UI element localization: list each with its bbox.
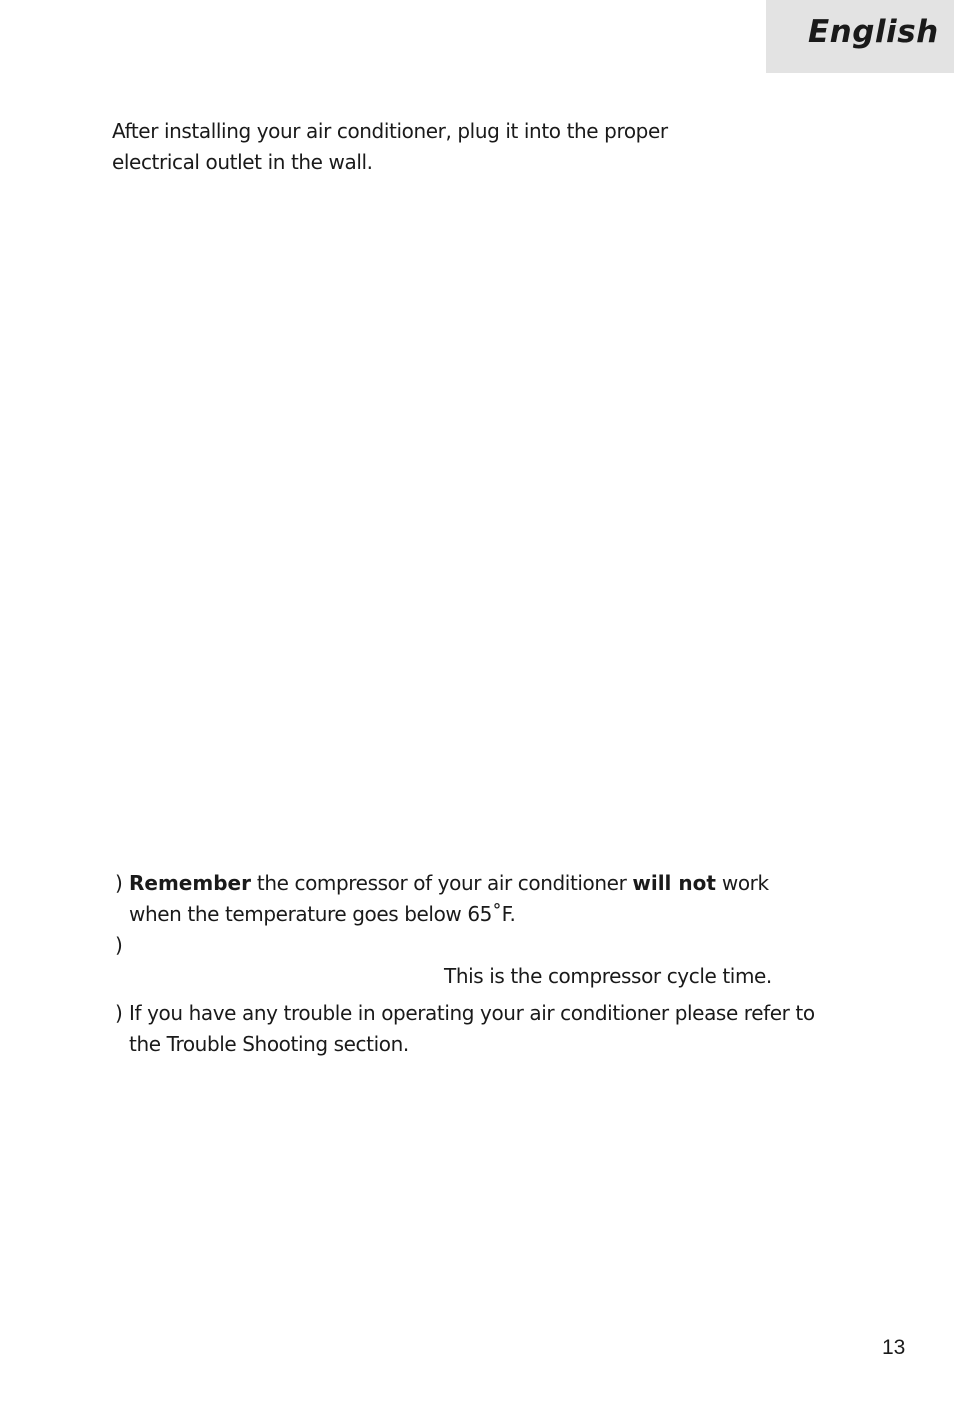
- note-cycle-time-text: This is the compressor cycle time.: [444, 964, 772, 988]
- note-trouble-line-1: If you have any trouble in operating your air conditioner please refer to: [129, 1001, 815, 1025]
- note-bullet: ): [115, 1001, 123, 1025]
- note-cycle-time: [115, 930, 835, 992]
- note-remember-bold-1: Remember: [129, 871, 251, 895]
- language-tab: [766, 0, 954, 73]
- note-remember: [115, 868, 835, 930]
- note-bullet: ): [115, 871, 123, 895]
- intro-line-1: After installing your air conditioner, plug it into the proper: [112, 119, 668, 143]
- note-remember-line-1: [129, 868, 835, 899]
- note-bullet: ): [115, 933, 123, 957]
- note-remember-text-1: the compressor of your air conditioner: [250, 871, 633, 895]
- note-trouble-shooting: [115, 998, 835, 1060]
- note-remember-line-2: when the temperature goes below 65˚F.: [129, 902, 516, 926]
- notes-list: [115, 868, 835, 1060]
- note-trouble-line-2: the Trouble Shooting section.: [129, 1032, 409, 1056]
- page-number: 13: [882, 1336, 906, 1359]
- language-label: English: [808, 14, 939, 50]
- intro-paragraph: [112, 116, 712, 178]
- note-remember-bold-2: will not: [632, 871, 716, 895]
- intro-line-2: electrical outlet in the wall.: [112, 150, 373, 174]
- note-remember-text-2: work: [715, 871, 769, 895]
